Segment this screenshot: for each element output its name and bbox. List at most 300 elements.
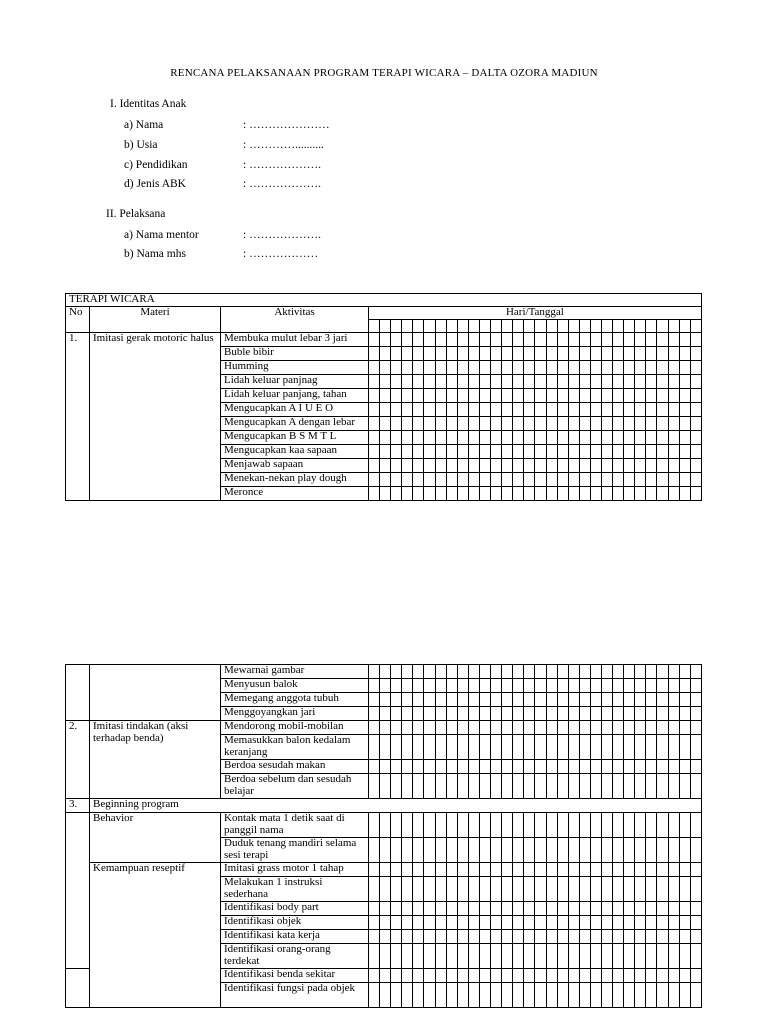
date-cell[interactable] — [402, 445, 413, 459]
date-cell[interactable] — [502, 838, 513, 863]
date-cell[interactable] — [479, 431, 490, 445]
date-cell[interactable] — [446, 473, 457, 487]
date-cell[interactable] — [413, 916, 424, 930]
date-cell[interactable] — [568, 403, 579, 417]
date-cell[interactable] — [568, 417, 579, 431]
date-cell[interactable] — [546, 347, 557, 361]
date-cell[interactable] — [690, 375, 701, 389]
date-cell[interactable] — [635, 403, 646, 417]
date-cell[interactable] — [380, 707, 391, 721]
date-cell[interactable] — [457, 707, 468, 721]
date-cell[interactable] — [524, 445, 535, 459]
date-cell[interactable] — [579, 693, 590, 707]
date-cell[interactable] — [424, 389, 435, 403]
date-cell[interactable] — [457, 983, 468, 1008]
date-cell[interactable] — [601, 417, 612, 431]
date-cell[interactable] — [679, 838, 690, 863]
date-cell[interactable] — [613, 333, 624, 347]
date-cell[interactable] — [624, 431, 635, 445]
date-cell[interactable] — [679, 735, 690, 760]
date-cell[interactable] — [690, 320, 701, 333]
date-cell[interactable] — [524, 735, 535, 760]
date-cell[interactable] — [513, 679, 524, 693]
date-cell[interactable] — [535, 487, 546, 501]
date-cell[interactable] — [380, 417, 391, 431]
date-cell[interactable] — [690, 813, 701, 838]
date-cell[interactable] — [668, 445, 679, 459]
date-cell[interactable] — [491, 930, 502, 944]
date-cell[interactable] — [624, 320, 635, 333]
date-cell[interactable] — [446, 320, 457, 333]
date-cell[interactable] — [413, 347, 424, 361]
date-cell[interactable] — [624, 838, 635, 863]
date-cell[interactable] — [391, 944, 402, 969]
date-cell[interactable] — [524, 431, 535, 445]
date-cell[interactable] — [491, 735, 502, 760]
date-cell[interactable] — [613, 838, 624, 863]
date-cell[interactable] — [380, 813, 391, 838]
date-cell[interactable] — [590, 665, 601, 679]
date-cell[interactable] — [568, 459, 579, 473]
date-cell[interactable] — [391, 320, 402, 333]
date-cell[interactable] — [435, 838, 446, 863]
date-cell[interactable] — [446, 902, 457, 916]
date-cell[interactable] — [369, 774, 380, 799]
date-cell[interactable] — [457, 361, 468, 375]
date-cell[interactable] — [513, 760, 524, 774]
date-cell[interactable] — [402, 487, 413, 501]
date-cell[interactable] — [524, 838, 535, 863]
date-cell[interactable] — [657, 760, 668, 774]
date-cell[interactable] — [635, 813, 646, 838]
date-cell[interactable] — [435, 389, 446, 403]
date-cell[interactable] — [568, 863, 579, 877]
date-cell[interactable] — [679, 320, 690, 333]
date-cell[interactable] — [446, 838, 457, 863]
date-cell[interactable] — [413, 403, 424, 417]
date-cell[interactable] — [479, 375, 490, 389]
date-cell[interactable] — [524, 760, 535, 774]
date-cell[interactable] — [380, 693, 391, 707]
date-cell[interactable] — [391, 735, 402, 760]
date-cell[interactable] — [502, 320, 513, 333]
date-cell[interactable] — [579, 902, 590, 916]
date-cell[interactable] — [468, 760, 479, 774]
date-cell[interactable] — [635, 473, 646, 487]
date-cell[interactable] — [369, 487, 380, 501]
date-cell[interactable] — [491, 813, 502, 838]
date-cell[interactable] — [546, 902, 557, 916]
date-cell[interactable] — [601, 721, 612, 735]
date-cell[interactable] — [524, 813, 535, 838]
date-cell[interactable] — [646, 361, 657, 375]
date-cell[interactable] — [446, 445, 457, 459]
date-cell[interactable] — [457, 774, 468, 799]
date-cell[interactable] — [690, 693, 701, 707]
date-cell[interactable] — [468, 693, 479, 707]
date-cell[interactable] — [635, 863, 646, 877]
date-cell[interactable] — [590, 389, 601, 403]
date-cell[interactable] — [491, 916, 502, 930]
date-cell[interactable] — [380, 877, 391, 902]
date-cell[interactable] — [679, 944, 690, 969]
date-cell[interactable] — [413, 665, 424, 679]
date-cell[interactable] — [524, 721, 535, 735]
date-cell[interactable] — [491, 389, 502, 403]
date-cell[interactable] — [435, 445, 446, 459]
date-cell[interactable] — [424, 445, 435, 459]
date-cell[interactable] — [446, 969, 457, 983]
date-cell[interactable] — [657, 735, 668, 760]
date-cell[interactable] — [657, 320, 668, 333]
date-cell[interactable] — [402, 459, 413, 473]
date-cell[interactable] — [635, 721, 646, 735]
date-cell[interactable] — [413, 445, 424, 459]
date-cell[interactable] — [457, 487, 468, 501]
date-cell[interactable] — [657, 902, 668, 916]
date-cell[interactable] — [413, 431, 424, 445]
date-cell[interactable] — [590, 375, 601, 389]
date-cell[interactable] — [546, 361, 557, 375]
date-cell[interactable] — [446, 863, 457, 877]
date-cell[interactable] — [613, 679, 624, 693]
date-cell[interactable] — [402, 774, 413, 799]
date-cell[interactable] — [413, 944, 424, 969]
date-cell[interactable] — [402, 902, 413, 916]
date-cell[interactable] — [413, 417, 424, 431]
date-cell[interactable] — [546, 473, 557, 487]
date-cell[interactable] — [402, 679, 413, 693]
date-cell[interactable] — [624, 735, 635, 760]
date-cell[interactable] — [435, 679, 446, 693]
date-cell[interactable] — [590, 721, 601, 735]
date-cell[interactable] — [601, 403, 612, 417]
date-cell[interactable] — [557, 333, 568, 347]
date-cell[interactable] — [524, 417, 535, 431]
date-cell[interactable] — [413, 902, 424, 916]
date-cell[interactable] — [468, 445, 479, 459]
date-cell[interactable] — [402, 403, 413, 417]
date-cell[interactable] — [546, 707, 557, 721]
date-cell[interactable] — [491, 774, 502, 799]
date-cell[interactable] — [657, 361, 668, 375]
date-cell[interactable] — [424, 721, 435, 735]
date-cell[interactable] — [502, 403, 513, 417]
date-cell[interactable] — [479, 721, 490, 735]
date-cell[interactable] — [502, 983, 513, 1008]
date-cell[interactable] — [613, 707, 624, 721]
date-cell[interactable] — [402, 375, 413, 389]
date-cell[interactable] — [557, 693, 568, 707]
date-cell[interactable] — [690, 473, 701, 487]
date-cell[interactable] — [546, 445, 557, 459]
date-cell[interactable] — [613, 375, 624, 389]
date-cell[interactable] — [613, 774, 624, 799]
date-cell[interactable] — [524, 693, 535, 707]
date-cell[interactable] — [568, 838, 579, 863]
date-cell[interactable] — [613, 487, 624, 501]
date-cell[interactable] — [502, 930, 513, 944]
date-cell[interactable] — [590, 930, 601, 944]
date-cell[interactable] — [413, 707, 424, 721]
date-cell[interactable] — [457, 320, 468, 333]
date-cell[interactable] — [690, 417, 701, 431]
date-cell[interactable] — [468, 665, 479, 679]
date-cell[interactable] — [579, 417, 590, 431]
date-cell[interactable] — [635, 361, 646, 375]
date-cell[interactable] — [590, 693, 601, 707]
date-cell[interactable] — [646, 774, 657, 799]
date-cell[interactable] — [413, 838, 424, 863]
date-cell[interactable] — [491, 902, 502, 916]
date-cell[interactable] — [535, 721, 546, 735]
date-cell[interactable] — [679, 693, 690, 707]
date-cell[interactable] — [524, 473, 535, 487]
date-cell[interactable] — [646, 431, 657, 445]
date-cell[interactable] — [479, 930, 490, 944]
date-cell[interactable] — [624, 679, 635, 693]
date-cell[interactable] — [369, 944, 380, 969]
date-cell[interactable] — [546, 333, 557, 347]
date-cell[interactable] — [546, 838, 557, 863]
date-cell[interactable] — [690, 665, 701, 679]
date-cell[interactable] — [502, 877, 513, 902]
date-cell[interactable] — [380, 459, 391, 473]
date-cell[interactable] — [601, 473, 612, 487]
date-cell[interactable] — [457, 863, 468, 877]
date-cell[interactable] — [590, 813, 601, 838]
date-cell[interactable] — [380, 431, 391, 445]
date-cell[interactable] — [601, 459, 612, 473]
date-cell[interactable] — [413, 333, 424, 347]
date-cell[interactable] — [624, 403, 635, 417]
date-cell[interactable] — [435, 693, 446, 707]
date-cell[interactable] — [535, 431, 546, 445]
date-cell[interactable] — [435, 774, 446, 799]
date-cell[interactable] — [491, 944, 502, 969]
date-cell[interactable] — [557, 774, 568, 799]
date-cell[interactable] — [491, 838, 502, 863]
date-cell[interactable] — [568, 487, 579, 501]
date-cell[interactable] — [468, 679, 479, 693]
date-cell[interactable] — [446, 983, 457, 1008]
date-cell[interactable] — [424, 431, 435, 445]
date-cell[interactable] — [690, 459, 701, 473]
date-cell[interactable] — [402, 361, 413, 375]
date-cell[interactable] — [369, 417, 380, 431]
date-cell[interactable] — [601, 707, 612, 721]
date-cell[interactable] — [679, 665, 690, 679]
date-cell[interactable] — [635, 944, 646, 969]
date-cell[interactable] — [557, 916, 568, 930]
date-cell[interactable] — [446, 877, 457, 902]
date-cell[interactable] — [535, 333, 546, 347]
date-cell[interactable] — [668, 916, 679, 930]
date-cell[interactable] — [446, 693, 457, 707]
date-cell[interactable] — [491, 665, 502, 679]
date-cell[interactable] — [479, 813, 490, 838]
date-cell[interactable] — [424, 983, 435, 1008]
date-cell[interactable] — [624, 389, 635, 403]
date-cell[interactable] — [380, 969, 391, 983]
date-cell[interactable] — [491, 679, 502, 693]
date-cell[interactable] — [369, 389, 380, 403]
date-cell[interactable] — [624, 902, 635, 916]
date-cell[interactable] — [369, 930, 380, 944]
date-cell[interactable] — [380, 774, 391, 799]
date-cell[interactable] — [413, 760, 424, 774]
date-cell[interactable] — [391, 417, 402, 431]
date-cell[interactable] — [457, 665, 468, 679]
date-cell[interactable] — [624, 445, 635, 459]
date-cell[interactable] — [646, 902, 657, 916]
date-cell[interactable] — [380, 333, 391, 347]
date-cell[interactable] — [568, 760, 579, 774]
date-cell[interactable] — [590, 983, 601, 1008]
date-cell[interactable] — [446, 916, 457, 930]
date-cell[interactable] — [435, 983, 446, 1008]
date-cell[interactable] — [479, 459, 490, 473]
date-cell[interactable] — [624, 813, 635, 838]
date-cell[interactable] — [524, 930, 535, 944]
date-cell[interactable] — [668, 721, 679, 735]
date-cell[interactable] — [579, 473, 590, 487]
date-cell[interactable] — [502, 389, 513, 403]
date-cell[interactable] — [646, 473, 657, 487]
date-cell[interactable] — [590, 679, 601, 693]
date-cell[interactable] — [502, 774, 513, 799]
date-cell[interactable] — [579, 774, 590, 799]
date-cell[interactable] — [601, 983, 612, 1008]
date-cell[interactable] — [546, 417, 557, 431]
date-cell[interactable] — [479, 320, 490, 333]
date-cell[interactable] — [679, 375, 690, 389]
date-cell[interactable] — [679, 813, 690, 838]
date-cell[interactable] — [557, 445, 568, 459]
date-cell[interactable] — [391, 487, 402, 501]
date-cell[interactable] — [491, 473, 502, 487]
date-cell[interactable] — [369, 735, 380, 760]
date-cell[interactable] — [646, 665, 657, 679]
date-cell[interactable] — [613, 721, 624, 735]
date-cell[interactable] — [479, 916, 490, 930]
date-cell[interactable] — [546, 877, 557, 902]
date-cell[interactable] — [657, 333, 668, 347]
date-cell[interactable] — [468, 417, 479, 431]
date-cell[interactable] — [624, 459, 635, 473]
date-cell[interactable] — [435, 813, 446, 838]
date-cell[interactable] — [524, 679, 535, 693]
date-cell[interactable] — [579, 969, 590, 983]
date-cell[interactable] — [590, 944, 601, 969]
date-cell[interactable] — [646, 403, 657, 417]
date-cell[interactable] — [413, 693, 424, 707]
date-cell[interactable] — [546, 487, 557, 501]
date-cell[interactable] — [624, 693, 635, 707]
date-cell[interactable] — [601, 863, 612, 877]
date-cell[interactable] — [590, 916, 601, 930]
date-cell[interactable] — [635, 375, 646, 389]
date-cell[interactable] — [479, 679, 490, 693]
date-cell[interactable] — [513, 403, 524, 417]
date-cell[interactable] — [502, 902, 513, 916]
date-cell[interactable] — [369, 969, 380, 983]
date-cell[interactable] — [513, 333, 524, 347]
date-cell[interactable] — [402, 417, 413, 431]
date-cell[interactable] — [668, 902, 679, 916]
date-cell[interactable] — [457, 445, 468, 459]
date-cell[interactable] — [491, 431, 502, 445]
date-cell[interactable] — [601, 838, 612, 863]
date-cell[interactable] — [502, 665, 513, 679]
date-cell[interactable] — [613, 969, 624, 983]
date-cell[interactable] — [601, 693, 612, 707]
date-cell[interactable] — [446, 735, 457, 760]
date-cell[interactable] — [579, 333, 590, 347]
date-cell[interactable] — [601, 445, 612, 459]
date-cell[interactable] — [502, 916, 513, 930]
date-cell[interactable] — [380, 944, 391, 969]
date-cell[interactable] — [579, 389, 590, 403]
date-cell[interactable] — [601, 679, 612, 693]
date-cell[interactable] — [657, 863, 668, 877]
date-cell[interactable] — [513, 863, 524, 877]
date-cell[interactable] — [380, 735, 391, 760]
date-cell[interactable] — [613, 459, 624, 473]
date-cell[interactable] — [435, 431, 446, 445]
date-cell[interactable] — [613, 877, 624, 902]
date-cell[interactable] — [424, 877, 435, 902]
date-cell[interactable] — [690, 333, 701, 347]
date-cell[interactable] — [535, 983, 546, 1008]
date-cell[interactable] — [690, 361, 701, 375]
date-cell[interactable] — [535, 930, 546, 944]
date-cell[interactable] — [635, 487, 646, 501]
date-cell[interactable] — [524, 347, 535, 361]
date-cell[interactable] — [491, 347, 502, 361]
date-cell[interactable] — [402, 320, 413, 333]
date-cell[interactable] — [679, 916, 690, 930]
date-cell[interactable] — [668, 735, 679, 760]
date-cell[interactable] — [513, 347, 524, 361]
date-cell[interactable] — [413, 679, 424, 693]
date-cell[interactable] — [457, 735, 468, 760]
date-cell[interactable] — [435, 375, 446, 389]
date-cell[interactable] — [657, 774, 668, 799]
date-cell[interactable] — [369, 347, 380, 361]
date-cell[interactable] — [590, 760, 601, 774]
date-cell[interactable] — [468, 473, 479, 487]
date-cell[interactable] — [613, 983, 624, 1008]
date-cell[interactable] — [668, 333, 679, 347]
date-cell[interactable] — [657, 944, 668, 969]
date-cell[interactable] — [613, 665, 624, 679]
date-cell[interactable] — [690, 863, 701, 877]
date-cell[interactable] — [391, 863, 402, 877]
date-cell[interactable] — [535, 813, 546, 838]
date-cell[interactable] — [457, 944, 468, 969]
date-cell[interactable] — [413, 930, 424, 944]
date-cell[interactable] — [446, 721, 457, 735]
date-cell[interactable] — [590, 333, 601, 347]
date-cell[interactable] — [435, 735, 446, 760]
date-cell[interactable] — [535, 679, 546, 693]
date-cell[interactable] — [424, 487, 435, 501]
date-cell[interactable] — [479, 774, 490, 799]
date-cell[interactable] — [613, 431, 624, 445]
date-cell[interactable] — [513, 473, 524, 487]
date-cell[interactable] — [457, 403, 468, 417]
